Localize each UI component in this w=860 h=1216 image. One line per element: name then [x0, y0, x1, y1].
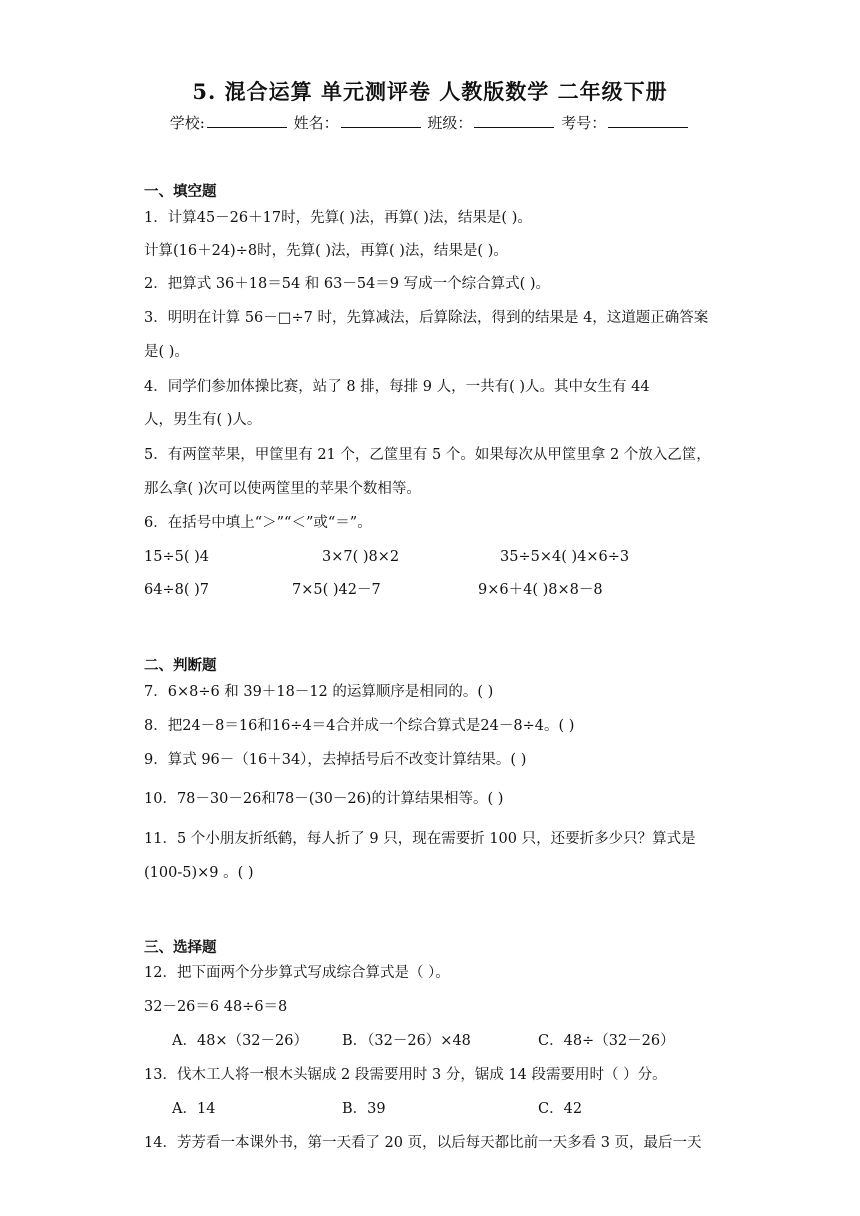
- compare-item: 15÷5( )4: [144, 549, 209, 565]
- school-blank[interactable]: [207, 113, 287, 128]
- compare-item: 64÷8( )7: [144, 582, 209, 598]
- question-14: 14．芳芳看一本课外书，第一天看了 20 页，以后每天都比前一天多看 3 页，最后一天: [144, 1135, 702, 1151]
- exam-number-label: 考号：: [561, 114, 607, 132]
- question-1a: 1．计算45－26＋17时，先算( )法，再算( )法，结果是( )。: [144, 210, 532, 226]
- section-multiple-choice: 三、选择题: [144, 940, 217, 956]
- question-12: 12．把下面两个分步算式写成综合算式是（ ）。: [144, 965, 450, 981]
- question-11b: (100-5)×9 。( ): [144, 865, 254, 881]
- exam-number-blank[interactable]: [608, 113, 688, 128]
- option-b[interactable]: B．39: [342, 1101, 386, 1117]
- question-4b: 人，男生有( )人。: [144, 412, 262, 428]
- compare-item: 3×7( )8×2: [322, 549, 400, 565]
- compare-item: 9×6＋4( )8×8－8: [478, 582, 603, 598]
- compare-item: 7×5( )42－7: [292, 582, 381, 598]
- question-1b: 计算(16＋24)÷8时，先算( )法，再算( )法，结果是( )。: [144, 243, 508, 259]
- question-4a: 4．同学们参加体操比赛，站了 8 排，每排 9 人，一共有( )人。其中女生有 44: [144, 379, 650, 395]
- name-label: 姓名：: [293, 114, 339, 132]
- option-c[interactable]: C．48÷（32－26）: [538, 1033, 675, 1049]
- section-fill-in: 一、填空题: [144, 184, 217, 200]
- section-true-false: 二、判断题: [144, 658, 217, 674]
- question-3a: 3．明明在计算 56－□÷7 时，先算减法，后算除法，得到的结果是 4，这道题正确答案: [144, 310, 709, 326]
- option-a[interactable]: A．48×（32－26）: [172, 1033, 308, 1049]
- question-11a: 11．5 个小朋友折纸鹤，每人折了 9 只，现在需要折 100 只，还要折多少只？算式是: [144, 831, 696, 847]
- question-9: 9．算式 96－（16＋34），去掉括号后不改变计算结果。( ): [144, 752, 527, 768]
- name-blank[interactable]: [341, 113, 421, 128]
- compare-item: 35÷5×4( )4×6÷3: [500, 549, 630, 565]
- student-info-line: [0, 112, 860, 133]
- class-label: 班级：: [427, 114, 473, 132]
- question-13: 13．伐木工人将一根木头锯成 2 段需要用时 3 分，锯成 14 段需要用时（ ）分。: [144, 1067, 667, 1083]
- question-5b: 那么拿( )次可以使两筐里的苹果个数相等。: [144, 481, 421, 497]
- question-8: 8．把24－8＝16和16÷4＝4合并成一个综合算式是24－8÷4。( ): [144, 718, 575, 734]
- class-blank[interactable]: [474, 113, 554, 128]
- question-5a: 5．有两筐苹果，甲筐里有 21 个，乙筐里有 5 个。如果每次从甲筐里拿 2 个放入乙筐，: [144, 447, 711, 463]
- question-10: 10．78－30－26和78－(30－26)的计算结果相等。( ): [144, 791, 504, 807]
- question-2: 2．把算式 36＋18＝54 和 63－54＝9 写成一个综合算式( )。: [144, 276, 551, 292]
- question-7: 7．6×8÷6 和 39＋18－12 的运算顺序是相同的。( ): [144, 684, 494, 700]
- question-6: 6．在括号中填上“＞”“＜”或“＝”。: [144, 515, 372, 531]
- page-title: 5. 混合运算 单元测评卷 人教版数学 二年级下册: [192, 79, 668, 104]
- school-label: 学校:: [169, 114, 205, 132]
- question-12-given: 32－26＝6 48÷6＝8: [144, 999, 288, 1015]
- option-b[interactable]: B．（32－26）×48: [342, 1033, 471, 1049]
- question-3b: 是( )。: [144, 344, 189, 360]
- option-c[interactable]: C．42: [538, 1101, 583, 1117]
- option-a[interactable]: A．14: [172, 1101, 216, 1117]
